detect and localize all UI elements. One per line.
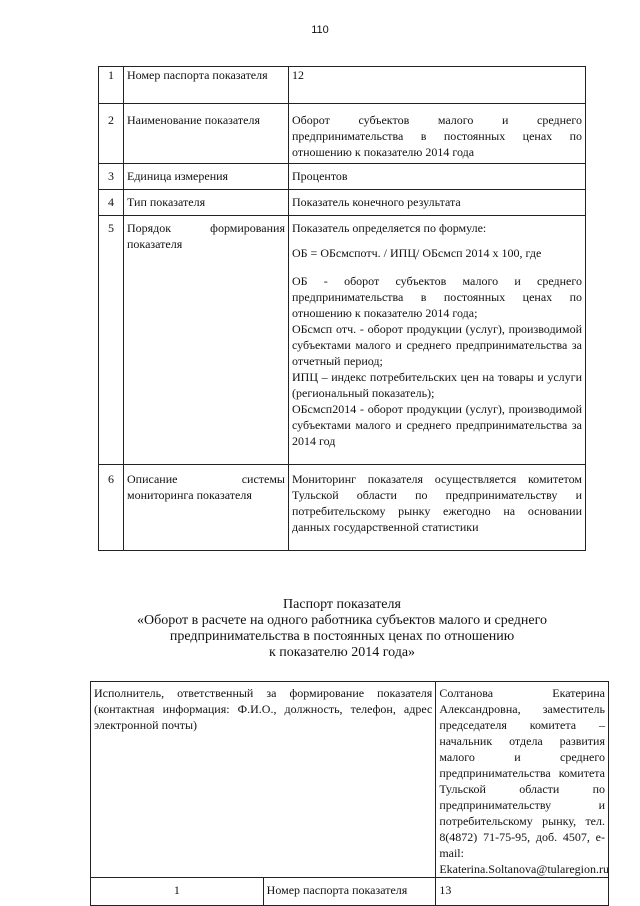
row-value: Показатель конечного результата [289, 190, 586, 216]
passport-subtitle-line: к показателю 2014 года» [268, 645, 416, 660]
row-value: Процентов [289, 164, 586, 190]
passport-subtitle-line: «Оборот в расчете на одного работника субъектов малого и среднего [136, 613, 548, 628]
table-row [99, 190, 586, 216]
row-label: Описание системы мониторинга показателя [124, 465, 289, 551]
row-label: Единица измерения [124, 164, 289, 190]
row-label: Наименование показателя [124, 104, 289, 164]
table-row [99, 104, 586, 164]
passport-subtitle-line: предпринимательства в постоянных ценах по отношению [169, 629, 515, 644]
table-row [91, 878, 609, 906]
table-row [99, 216, 586, 465]
formula-term: ОБсмсп2014 - оборот продукции (услуг), производимой субъектами малого и среднего предпринимательства за 2014 год [292, 402, 582, 448]
row-number: 6 [99, 465, 124, 551]
formula-cell [289, 216, 586, 465]
table-row [99, 67, 586, 104]
row-number: 3 [99, 164, 124, 190]
passport-table-12 [98, 66, 586, 551]
formula-term: ОБ - оборот субъектов малого и среднего предпринимательства в постоянных ценах по отношению к показателю 2014 года; [292, 274, 582, 320]
table-row [91, 682, 609, 878]
row-number: 5 [99, 216, 124, 465]
row-value: 13 [436, 878, 609, 906]
formula-intro: Показатель определяется по формуле: [292, 221, 487, 235]
formula: ОБ = ОБсмспотч. / ИПЦ/ ОБсмсп 2014 х 100, где [292, 246, 542, 260]
formula-term: ИПЦ – индекс потребительских цен на товары и услуги (региональный показатель); [292, 370, 582, 400]
row-number: 1 [91, 878, 264, 906]
row-number: 4 [99, 190, 124, 216]
executor-value: Солтанова Екатерина Александровна, заместитель председателя комитета – начальник отдела развития малого и среднего предпринимательства комитета Тульской области по предпринимательству и потребительскому рынку, тел. 8(4872) 71-75-95, доб. 4507, e-mail: Ekaterina.Soltanova@tularegion.ru [436, 682, 609, 878]
row-label: Тип показателя [124, 190, 289, 216]
row-label: Номер паспорта показателя [124, 67, 289, 104]
row-label: Порядок формирования показателя [124, 216, 289, 465]
row-label: Номер паспорта показателя [263, 878, 436, 906]
passport-heading [98, 597, 586, 661]
table-row [99, 164, 586, 190]
row-number: 1 [99, 67, 124, 104]
passport-table-13 [90, 681, 609, 906]
page-number: 110 [311, 24, 329, 36]
row-value: Оборот субъектов малого и среднего предпринимательства в постоянных ценах по отношению к показателю 2014 года [289, 104, 586, 164]
passport-title: Паспорт показателя [283, 597, 401, 612]
table-row [99, 465, 586, 551]
row-number: 2 [99, 104, 124, 164]
row-value: 12 [289, 67, 586, 104]
formula-term: ОБсмсп отч. - оборот продукции (услуг), производимой субъектами малого и среднего предпринимательства за отчетный период; [292, 322, 582, 368]
executor-label: Исполнитель, ответственный за формирование показателя (контактная информация: Ф.И.О., должность, телефон, адрес электронной почты) [91, 682, 436, 878]
row-value: Мониторинг показателя осуществляется комитетом Тульской области по предпринимательству и потребительскому рынку ежегодно на основании данных государственной статистики [289, 465, 586, 551]
